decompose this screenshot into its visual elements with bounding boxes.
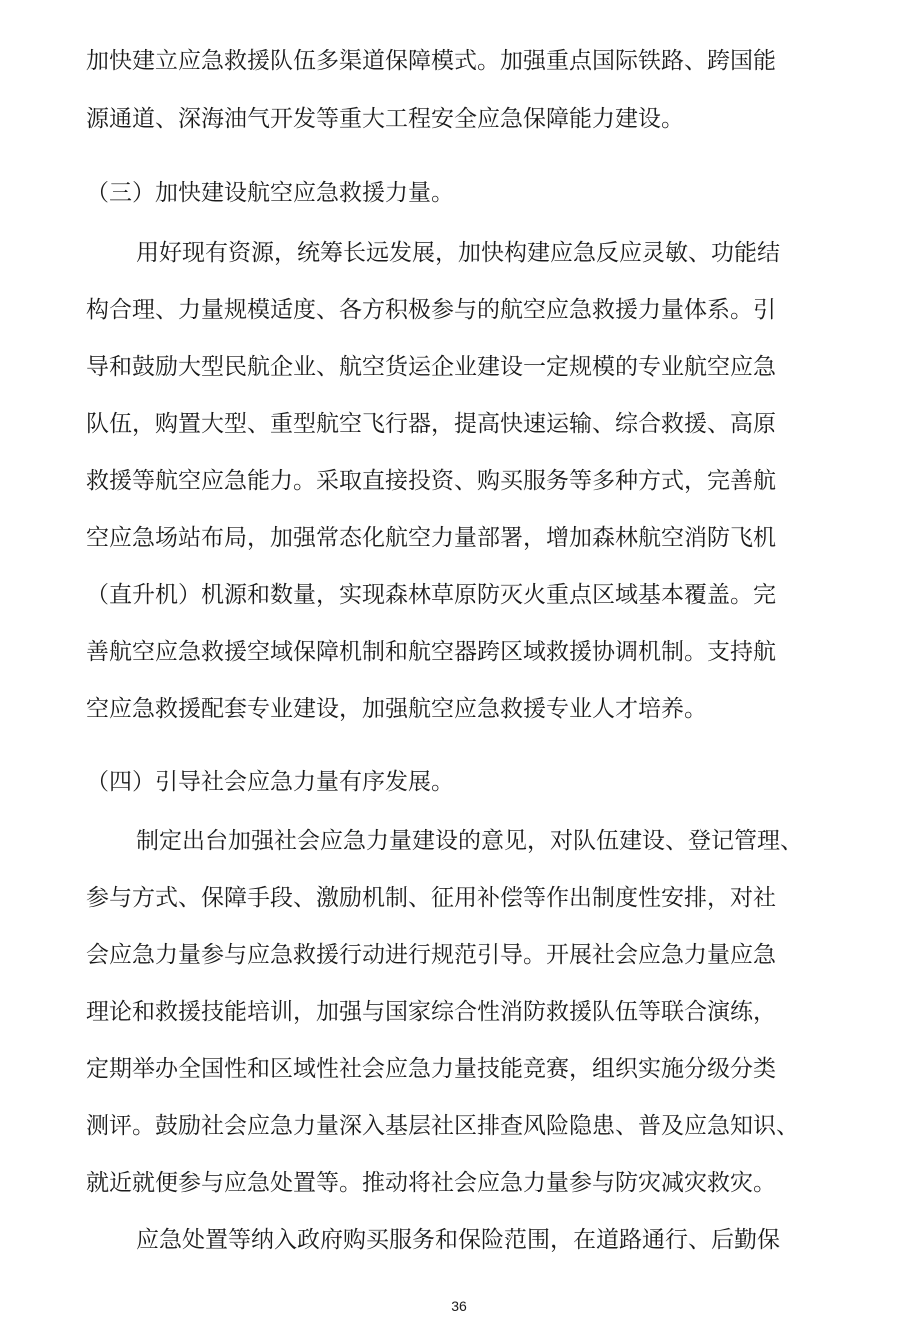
paragraph-line: 空应急场站布局，加强常态化航空力量部署，增加森林航空消防飞机 <box>86 525 776 551</box>
page-number: 36 <box>451 1298 467 1314</box>
paragraph-line: 就近就便参与应急处置等。推动将社会应急力量参与防灾减灾救灾。 <box>86 1170 776 1196</box>
paragraph-line: 理论和救援技能培训，加强与国家综合性消防救援队伍等联合演练， <box>86 999 776 1025</box>
paragraph-line: 会应急力量参与应急救援行动进行规范引导。开展社会应急力量应急 <box>86 942 776 968</box>
paragraph-line: 导和鼓励大型民航企业、航空货运企业建设一定规模的专业航空应急 <box>86 354 776 380</box>
paragraph-line: 应急处置等纳入政府购买服务和保险范围，在道路通行、后勤保 <box>136 1227 780 1253</box>
paragraph-line: 参与方式、保障手段、激励机制、征用补偿等作出制度性安排，对社 <box>86 885 776 911</box>
paragraph-line: 源通道、深海油气开发等重大工程安全应急保障能力建设。 <box>86 106 684 132</box>
paragraph-line: 构合理、力量规模适度、各方积极参与的航空应急救援力量体系。引 <box>86 297 776 323</box>
paragraph-line: 测评。鼓励社会应急力量深入基层社区排查风险隐患、普及应急知识、 <box>86 1113 799 1139</box>
paragraph-line: 队伍，购置大型、重型航空飞行器，提高快速运输、综合救援、高原 <box>86 411 776 437</box>
paragraph-line: 加快建立应急救援队伍多渠道保障模式。加强重点国际铁路、跨国能 <box>86 48 776 74</box>
paragraph-line: 空应急救援配套专业建设，加强航空应急救援专业人才培养。 <box>86 696 707 722</box>
paragraph-line: 定期举办全国性和区域性社会应急力量技能竞赛，组织实施分级分类 <box>86 1056 776 1082</box>
section-heading: （三）加快建设航空应急救援力量。 <box>86 180 454 206</box>
paragraph-line: （直升机）机源和数量，实现森林草原防灭火重点区域基本覆盖。完 <box>86 582 776 608</box>
section-heading: （四）引导社会应急力量有序发展。 <box>86 769 454 795</box>
paragraph-line: 制定出台加强社会应急力量建设的意见，对队伍建设、登记管理、 <box>136 828 803 854</box>
paragraph-line: 救援等航空应急能力。采取直接投资、购买服务等多种方式，完善航 <box>86 468 776 494</box>
paragraph-line: 善航空应急救援空域保障机制和航空器跨区域救援协调机制。支持航 <box>86 639 776 665</box>
paragraph-line: 用好现有资源，统筹长远发展，加快构建应急反应灵敏、功能结 <box>136 240 780 266</box>
